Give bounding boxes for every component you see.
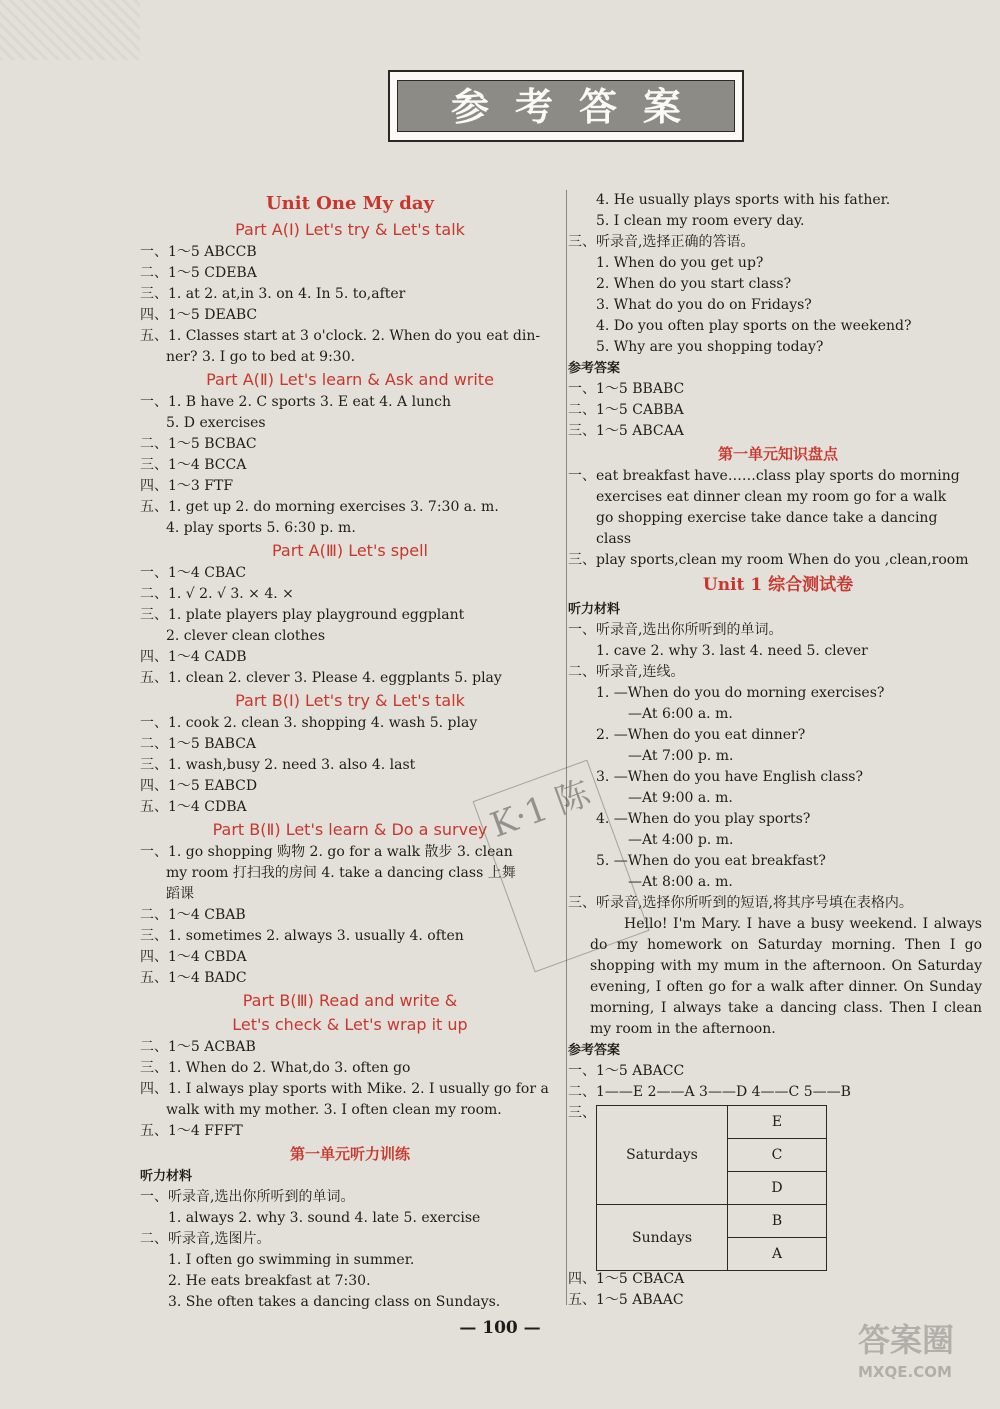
text-line: 一、听录音,选出你所听到的单词。 [140,1189,355,1205]
text-line: 三、1. plate players play playground eggplant [140,607,465,623]
text-line: go shopping exercise take dance take a dancing [596,510,938,526]
knowledge-review-title: 第一单元知识盘点 [717,445,838,463]
text-line: 3. What do you do on Fridays? [596,297,812,313]
text-line: 5. —When do you eat breakfast? [596,853,826,869]
part-b3-heading-line1: Part B(Ⅲ) Read and write & [242,991,458,1010]
watermark-main: 答案圈 [858,1321,955,1359]
text-line: 三、听录音,选择正确的答语。 [568,234,755,250]
text-line: 四、1. I always play sports with Mike. 2. I usually go for a [140,1081,549,1097]
text-line: 三、1～5 ABCAA [568,423,684,439]
part-b2-heading: Part B(Ⅱ) Let's learn & Do a survey [212,820,488,839]
text-line: 五、1～4 FFFT [140,1123,243,1139]
text-line: 四、1～5 DEABC [140,307,258,323]
text-line: 4. He usually plays sports with his father. [596,192,891,208]
watermark-logo [858,1318,988,1398]
text-line: 2. —When do you eat dinner? [596,727,806,743]
text-line: 三、1. sometimes 2. always 3. usually 4. often [140,928,464,944]
text-line: 三、1. When do 2. What,do 3. often go [140,1060,411,1076]
text-line: 2. clever clean clothes [166,628,326,644]
text-line: 一、1. B have 2. C sports 3. E eat 4. A lunch [140,394,451,410]
left-column [140,190,560,1313]
table-cell-saturdays: Saturdays [597,1106,728,1205]
text-line: 1. always 2. why 3. sound 4. late 5. exercise [168,1210,481,1226]
banner-title: 参考答案 [450,85,707,129]
text-line: —At 6:00 a. m. [628,706,733,722]
text-line: 二、1～4 CBAB [140,907,246,923]
text-line: 五、1～4 CDBA [140,799,247,815]
text-line: 五、1～4 BADC [140,970,247,986]
text-line: 四、1～5 CBACA [568,1271,685,1287]
text-line: 一、听录音,选出你所听到的单词。 [568,622,783,638]
text-line: 四、1～5 EABCD [140,778,258,794]
listening-material-label: 听力材料 [140,1169,193,1184]
text-line: 五、1. clean 2. clever 3. Please 4. eggplants 5. play [140,670,502,686]
text-line: 五、1. get up 2. do morning exercises 3. 7:30 a. m. [140,499,499,515]
part-a1-heading: Part A(Ⅰ) Let's try & Let's talk [235,220,465,239]
text-line: 三、 [568,1105,596,1121]
text-line: 1. I often go swimming in summer. [168,1252,415,1268]
text-line: —At 4:00 p. m. [628,832,734,848]
text-line: 四、1～3 FTF [140,478,234,494]
table-cell-answer: C [728,1139,827,1172]
answer-key-label: 参考答案 [568,1043,621,1058]
text-line: 1. When do you get up? [596,255,764,271]
table-cell-answer: B [728,1205,827,1238]
table-cell-answer: E [728,1106,827,1139]
text-line: 一、1. go shopping 购物 2. go for a walk 散步 3. clean [140,844,513,860]
text-line: 一、1～5 ABACC [568,1063,685,1079]
text-line: 一、eat breakfast have……class play sports do morning [568,468,960,484]
text-line: 一、1～5 BBABC [568,381,685,397]
text-line: 二、听录音,连线。 [568,664,685,680]
text-line: 四、1～4 CADB [140,649,247,665]
part-b3-heading-line2: Let's check & Let's wrap it up [232,1015,468,1034]
text-line: 2. He eats breakfast at 7:30. [168,1273,371,1289]
text-line: —At 7:00 p. m. [628,748,734,764]
text-line: exercises eat dinner clean my room go for a walk [596,489,947,505]
unit-test-title: Unit 1 综合测试卷 [702,575,854,595]
text-line: 二、1——E 2——A 3——D 4——C 5——B [568,1084,851,1100]
text-line: 4. Do you often play sports on the weekend? [596,318,912,334]
right-column-bottom [568,1269,988,1311]
text-line: 二、听录音,选图片。 [140,1231,271,1247]
text-line: —At 9:00 a. m. [628,790,733,806]
text-line: walk with my mother. 3. I often clean my room. [166,1102,502,1118]
page-number: — 100 — [459,1318,541,1338]
text-line: 3. —When do you have English class? [596,769,863,785]
text-line: 三、1. wash,busy 2. need 3. also 4. last [140,757,416,773]
text-line: 二、1～5 CDEBA [140,265,257,281]
table-cell-sundays: Sundays [597,1205,728,1271]
part-b1-heading: Part B(Ⅰ) Let's try & Let's talk [235,691,465,710]
text-line: —At 8:00 a. m. [628,874,733,890]
answer-table [596,1105,827,1271]
text-line: 4. —When do you play sports? [596,811,811,827]
text-line: 二、1～5 BABCA [140,736,257,752]
listening-paragraph: Hello! I'm Mary. I have a busy weekend. I always do my homework on Saturday morning. Then I go shopping with my mum in the afternoon. On Saturday evening, I often go for a walk after dinner. On Sunday morning, I always take a dancing class. Then I clean my room in the afternoon. [590,916,982,1037]
text-line: 一、1～4 CBAC [140,565,247,581]
text-line: 二、1～5 CABBA [568,402,684,418]
text-line: 1. cave 2. why 3. last 4. need 5. clever [596,643,868,659]
text-line: 四、1～4 CBDA [140,949,247,965]
text-line: 三、play sports,clean my room When do you ,clean,room [568,552,969,568]
column-divider [566,190,567,1305]
text-line: 5. Why are you shopping today? [596,339,824,355]
part-a3-heading: Part A(Ⅲ) Let's spell [271,541,428,560]
unit-title: Unit One My day [265,193,435,214]
text-line: 五、1. Classes start at 3 o'clock. 2. When do you eat din- [140,328,541,344]
part-a2-heading: Part A(Ⅱ) Let's learn & Ask and write [206,370,494,389]
text-line: 蹈课 [166,886,194,902]
text-line: 五、1～5 ABAAC [568,1292,684,1308]
table-cell-answer: D [728,1172,827,1205]
text-line: 5. D exercises [166,415,266,431]
text-line: 三、1. at 2. at,in 3. on 4. In 5. to,after [140,286,406,302]
text-line: 二、1～5 ACBAB [140,1039,256,1055]
text-line: 二、1～5 BCBAC [140,436,257,452]
corner-decoration [0,0,140,60]
text-line: 4. play sports 5. 6:30 p. m. [166,520,356,536]
watermark-url: MXQE.COM [858,1363,952,1381]
text-line: 二、1. √ 2. √ 3. × 4. × [140,586,294,602]
answer-key-banner [388,70,744,142]
table-cell-answer: A [728,1238,827,1271]
text-line: 2. When do you start class? [596,276,792,292]
banner-inner [397,80,735,132]
text-line: 1. —When do you do morning exercises? [596,685,885,701]
text-line: my room 打扫我的房间 4. take a dancing class 上舞 [166,865,516,881]
text-line: ner? 3. I go to bed at 9:30. [166,349,356,365]
text-line: 三、听录音,选择你所听到的短语,将其序号填在表格内。 [568,895,913,911]
text-line: 一、1～5 ABCCB [140,244,257,260]
text-line: class [596,531,632,547]
answer-key-label: 参考答案 [568,361,621,376]
text-line: 三、1～4 BCCA [140,457,247,473]
right-column [568,190,988,1124]
text-line: 5. I clean my room every day. [596,213,805,229]
text-line: 一、1. cook 2. clean 3. shopping 4. wash 5. play [140,715,478,731]
listening-training-title: 第一单元听力训练 [289,1145,410,1163]
ink-stamp: K·1 陈 [473,760,650,973]
text-line: 3. She often takes a dancing class on Sundays. [168,1294,501,1310]
listening-material-label: 听力材料 [568,602,621,617]
